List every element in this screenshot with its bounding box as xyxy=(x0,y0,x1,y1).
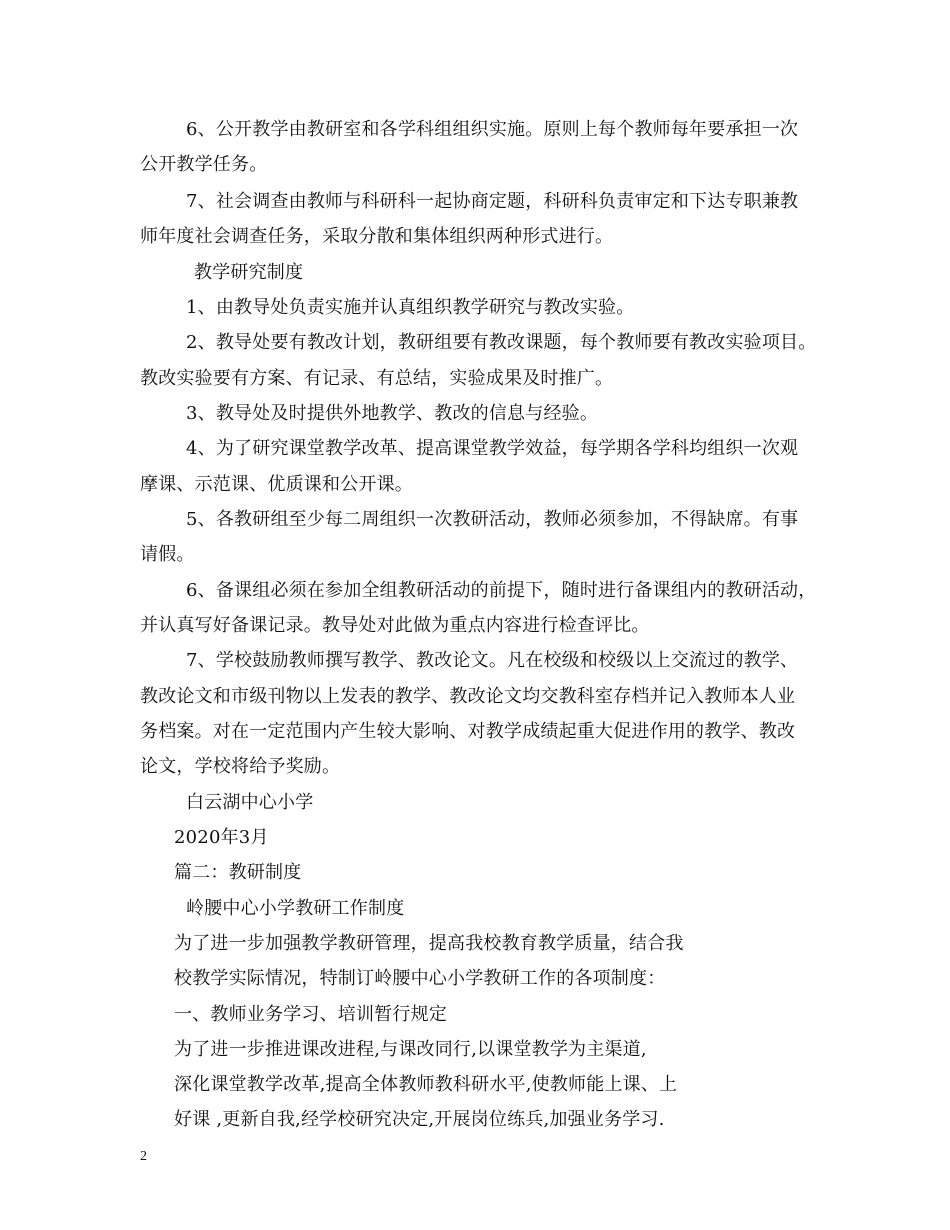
text-line: 论文，学校将给予奖励。 xyxy=(140,756,341,777)
text-line: 7、社会调查由教师与科研科一起协商定题，科研科负责审定和下达专职兼教 xyxy=(186,191,799,212)
document-title: 岭腰中心小学教研工作制度 xyxy=(186,898,405,919)
text-line: 教改实验要有方案、有记录、有总结，实验成果及时推广。 xyxy=(140,368,614,389)
text-line: 师年度社会调查任务，采取分散和集体组织两种形式进行。 xyxy=(140,226,614,247)
text-line: 公开教学任务。 xyxy=(140,154,268,175)
section-heading: 教学研究制度 xyxy=(194,262,304,283)
text-line: 6、备课组必须在参加全组教研活动的前提下，随时进行备课组内的教研活动， xyxy=(186,580,817,601)
signature-school: 白云湖中心小学 xyxy=(186,792,314,813)
text-line: 请假。 xyxy=(140,544,195,565)
text-line: 为了进一步加强教学教研管理，提高我校教育教学质量，结合我 xyxy=(174,933,684,954)
text-line: 并认真写好备课记录。教导处对此做为重点内容进行检查评比。 xyxy=(140,615,650,636)
text-line: 为了进一步推进课改进程,与课改同行,以课堂教学为主渠道, xyxy=(174,1039,647,1060)
text-line: 5、各教研组至少每二周组织一次教研活动，教师必须参加，不得缺席。有事 xyxy=(186,509,799,530)
text-line: 务档案。对在一定范围内产生较大影响、对教学成绩起重大促进作用的教学、教改 xyxy=(140,721,796,742)
text-line: 4、为了研究课堂教学改革、提高课堂教学效益，每学期各学科均组织一次观 xyxy=(186,438,799,459)
text-line: 3、教导处及时提供外地教学、教改的信息与经验。 xyxy=(186,403,599,424)
text-line: 2、教导处要有教改计划，教研组要有教改课题，每个教师要有教改实验项目。 xyxy=(186,332,817,353)
text-line: 摩课、示范课、优质课和公开课。 xyxy=(140,474,413,495)
section-heading: 一、教师业务学习、培训暂行规定 xyxy=(174,1004,447,1025)
page-number: 2 xyxy=(140,1149,147,1164)
text-line: 1、由教导处负责实施并认真组织教学研究与教改实验。 xyxy=(186,297,635,318)
text-line: 教改论文和市级刊物以上发表的教学、教改论文均交教科室存档并记入教师本人业 xyxy=(140,686,796,707)
text-line: 好课 ,更新自我,经学校研究决定,开展岗位练兵,加强业务学习. xyxy=(174,1109,665,1130)
text-line: 深化课堂教学改革,提高全体教师教科研水平,使教师能上课、上 xyxy=(174,1074,678,1095)
text-line: 校教学实际情况，特制订岭腰中心小学教研工作的各项制度： xyxy=(174,968,666,989)
text-line: 6、公开教学由教研室和各学科组组织实施。原则上每个教师每年要承担一次 xyxy=(186,119,799,140)
text-line: 7、学校鼓励教师撰写教学、教改论文。凡在校级和校级以上交流过的教学、 xyxy=(186,650,799,671)
signature-date: 2020年3月 xyxy=(174,827,269,848)
section-heading: 篇二：教研制度 xyxy=(174,862,302,883)
